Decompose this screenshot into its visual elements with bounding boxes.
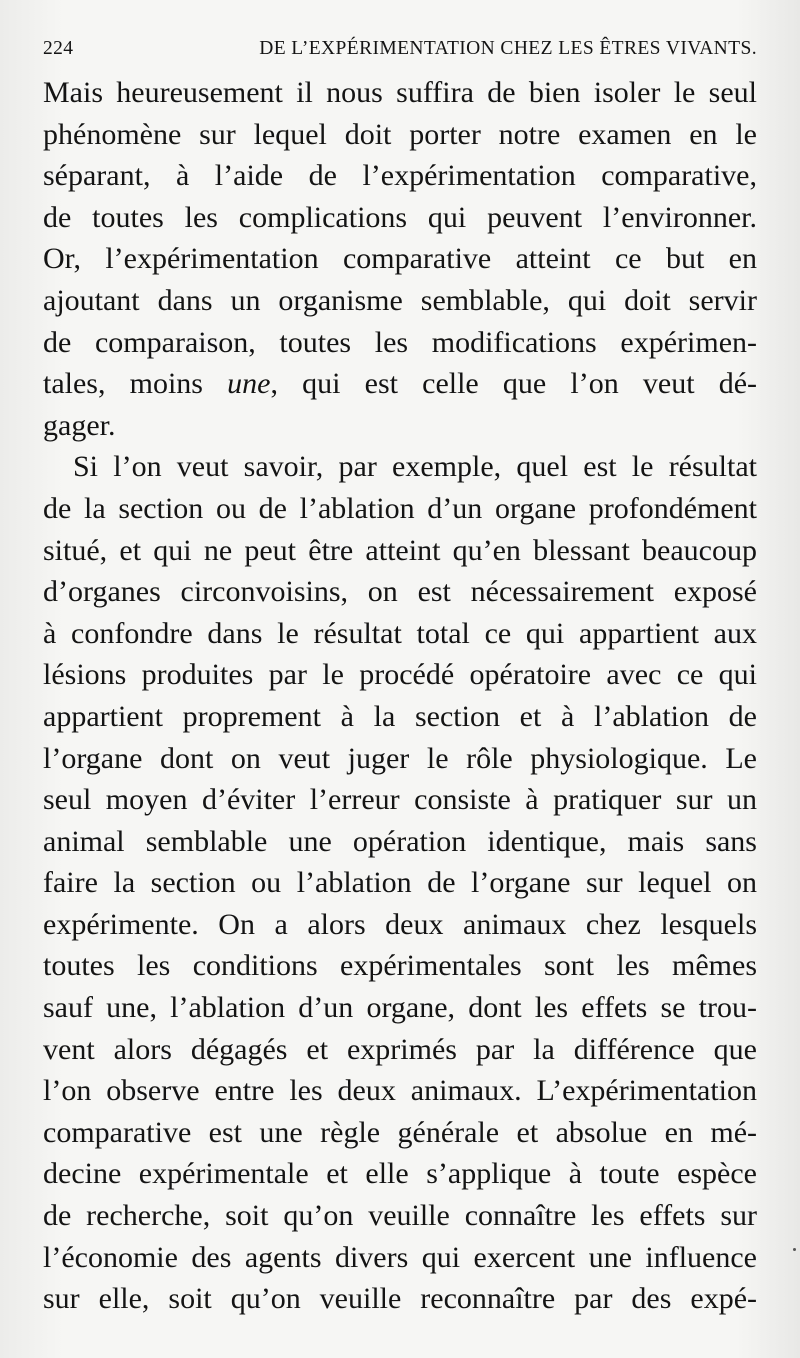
text-line: seul moyen d’éviter l’erreur consiste à pratiquer sur un	[43, 783, 757, 817]
text-segment: , qui est celle que l’on veut dé-	[270, 367, 757, 401]
text-line: animal semblable une opération identique, mais sans	[43, 824, 757, 858]
text-line: vent alors dégagés et exprimés par la différence que	[43, 1032, 757, 1066]
text-segment: tales, moins	[43, 367, 228, 401]
emphasis-word: une	[227, 367, 271, 401]
text-line: appartient proprement à la section et à l’ablation de	[43, 699, 757, 733]
text-line: toutes les conditions expérimentales sont les mêmes	[43, 949, 757, 983]
running-title: DE L’EXPÉRIMENTATION CHEZ LES ÊTRES VIVANTS.	[259, 38, 757, 59]
text-line: de recherche, soit qu’on veuille connaître les effets sur	[43, 1199, 757, 1233]
page-edge-mark	[793, 1248, 796, 1251]
text-line: l’organe dont on veut juger le rôle physiologique. Le	[43, 741, 757, 775]
text-line: faire la section ou l’ablation de l’organe sur lequel on	[43, 866, 757, 900]
text-line: de toutes les complications qui peuvent l’environner.	[43, 200, 757, 234]
text-line: de la section ou de l’ablation d’un organe profondément	[43, 491, 757, 525]
text-line-with-emphasis	[43, 363, 757, 405]
body-text	[43, 72, 757, 1320]
text-line: d’organes circonvoisins, on est nécessairement exposé	[43, 575, 757, 609]
text-line: phénomène sur lequel doit porter notre examen en le	[43, 117, 757, 151]
text-line: sur elle, soit qu’on veuille reconnaître par des expé-	[43, 1282, 757, 1316]
text-line: Or, l’expérimentation comparative atteint ce but en	[43, 242, 757, 276]
running-header	[43, 38, 757, 60]
text-line: ajoutant dans un organisme semblable, qui doit servir	[43, 283, 757, 317]
text-line: Si l’on veut savoir, par exemple, quel est le résultat	[73, 450, 757, 484]
page-number: 224	[43, 38, 74, 59]
text-line: séparant, à l’aide de l’expérimentation comparative,	[43, 159, 757, 193]
text-line: sauf une, l’ablation d’un organe, dont les effets se trou-	[43, 991, 757, 1025]
text-line: de comparaison, toutes les modifications expérimen-	[43, 325, 757, 359]
text-line: comparative est une règle générale et absolue en mé-	[43, 1115, 757, 1149]
text-line: à confondre dans le résultat total ce qui appartient aux	[43, 616, 757, 650]
text-line: gager.	[43, 408, 116, 442]
text-line: decine expérimentale et elle s’applique à toute espèce	[43, 1157, 757, 1191]
text-line: Mais heureusement il nous suffira de bien isoler le seul	[43, 76, 757, 109]
text-line: lésions produites par le procédé opératoire avec ce qui	[43, 658, 757, 692]
text-line: l’on observe entre les deux animaux. L’expérimentation	[43, 1074, 757, 1108]
text-line: situé, et qui ne peut être atteint qu’en blessant beaucoup	[43, 533, 757, 567]
text-line: expérimente. On a alors deux animaux chez lesquels	[43, 907, 757, 941]
text-line: l’économie des agents divers qui exercent une influence	[43, 1240, 757, 1274]
